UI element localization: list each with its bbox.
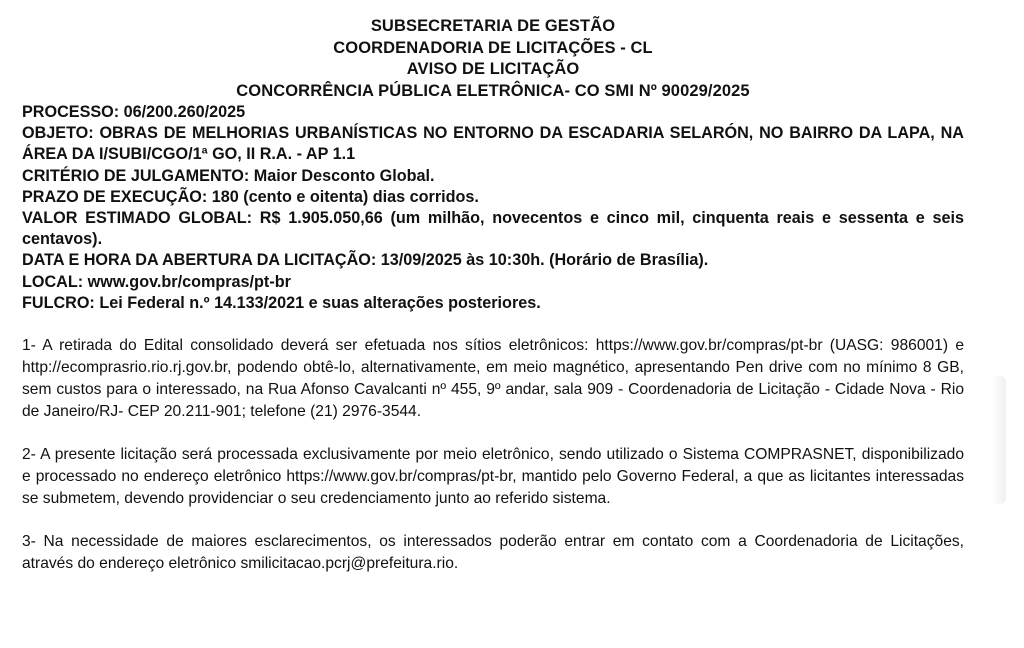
field-processo: PROCESSO: 06/200.260/2025	[22, 103, 246, 121]
spacer	[22, 423, 964, 444]
spacer	[22, 510, 964, 531]
header-concorrencia: CONCORRÊNCIA PÚBLICA ELETRÔNICA- CO SMI Nº 90029/2025	[236, 81, 750, 100]
spacer	[22, 314, 964, 335]
paragraph-2: 2- A presente licitação será processada exclusivamente por meio eletrônico, sendo utilizado o Sistema COMPRASNET, disponibilizado e processado no endereço eletrônico https://www.gov.br/compras/pt-br, mantido pelo Governo Federal, a que as licitantes interessadas se submetem, devendo providenciar o seu credenciamento junto ao referido sistema.	[22, 446, 964, 508]
paragraph-3: 3- Na necessidade de maiores esclarecimentos, os interessados poderão entrar em contato com a Coordenadoria de Licitações, através do endereço eletrônico smilicitacao.pcrj@prefeitura.rio.	[22, 533, 964, 573]
field-criterio: CRITÉRIO DE JULGAMENTO: Maior Desconto Global.	[22, 166, 435, 185]
field-local: LOCAL: www.gov.br/compras/pt-br	[22, 272, 291, 291]
notice-document	[22, 16, 964, 575]
field-objeto: OBJETO: OBRAS DE MELHORIAS URBANÍSTICAS NO ENTORNO DA ESCADARIA SELARÓN, NO BAIRRO DA LAPA, NA ÁREA DA I/SUBI/CGO/1ª GO, II R.A. - AP 1.1	[22, 124, 964, 164]
field-fulcro: FULCRO: Lei Federal n.º 14.133/2021 e suas alterações posteriores.	[22, 293, 541, 312]
header-aviso: AVISO DE LICITAÇÃO	[406, 60, 580, 78]
header-coordenadoria: COORDENADORIA DE LICITAÇÕES - CL	[333, 38, 653, 57]
header-subsecretaria: SUBSECRETARIA DE GESTÃO	[370, 17, 616, 35]
field-data-hora: DATA E HORA DA ABERTURA DA LICITAÇÃO: 13/09/2025 às 10:30h. (Horário de Brasília).	[22, 251, 709, 270]
paragraph-1: 1- A retirada do Edital consolidado deverá ser efetuada nos sítios eletrônicos: https://www.gov.br/compras/pt-br (UASG: 986001) e http://ecomprasrio.rio.rj.gov.br, podendo obtê-lo, alternativamente, em meio magnético, apresentando Pen drive com no mínimo 8 GB, sem custos para o interessado, na Rua Afonso Cavalcanti nº 455, 9º andar, sala 909 - Coordenadoria de Licitação - Cidade Nova - Rio de Janeiro/RJ- CEP 20.211-901; telefone (21) 2976-3544.	[22, 337, 964, 421]
page-edge-shadow	[992, 376, 1006, 504]
field-valor: VALOR ESTIMADO GLOBAL: R$ 1.905.050,66 (um milhão, novecentos e cinco mil, cinquenta reais e sessenta e seis centavos).	[22, 209, 964, 249]
field-prazo: PRAZO DE EXECUÇÃO: 180 (cento e oitenta) dias corridos.	[22, 187, 479, 206]
